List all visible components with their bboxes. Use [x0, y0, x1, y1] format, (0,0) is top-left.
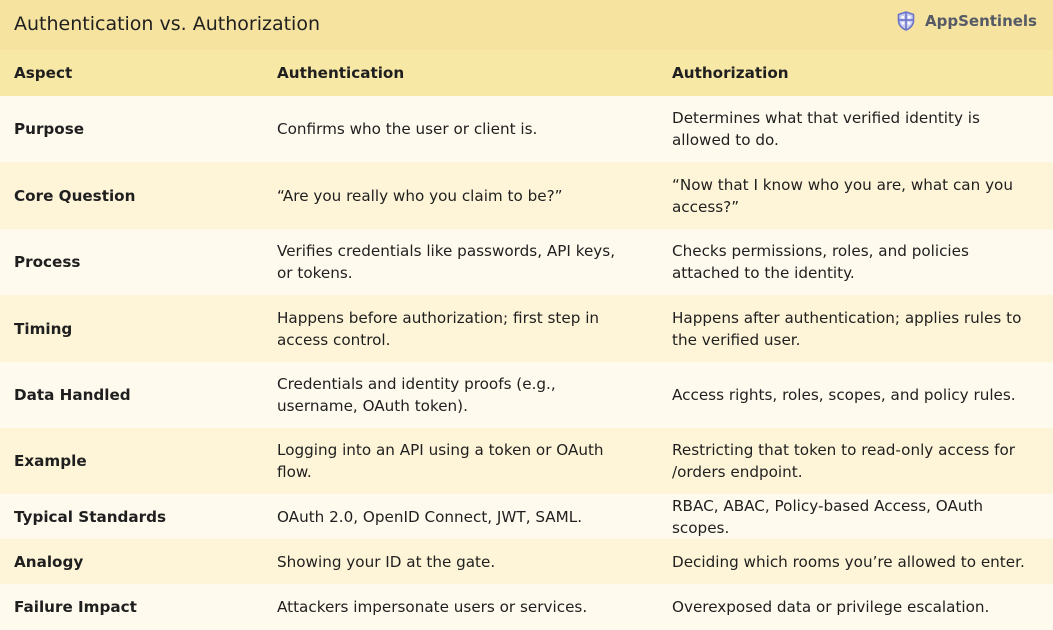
column-header-authorization: Authorization	[672, 64, 789, 82]
authorization-cell: Happens after authentication; applies rules to the verified user.	[672, 308, 1022, 349]
table-row	[0, 229, 1053, 295]
authorization-cell: “Now that I know who you are, what can you access?”	[672, 175, 1013, 216]
brand-name: AppSentinels	[925, 12, 1037, 30]
authorization-cell: Restricting that token to read-only access for /orders endpoint.	[672, 441, 1016, 481]
authorization-cell: Determines what that verified identity is allowed to do.	[672, 109, 980, 149]
authentication-cell: Attackers impersonate users or services.	[277, 598, 588, 616]
aspect-cell: Core Question	[14, 186, 136, 205]
brand-logo	[897, 11, 1037, 31]
authorization-cell: RBAC, ABAC, Policy-based Access, OAuth scopes.	[672, 496, 984, 537]
authentication-cell: Verifies credentials like passwords, API keys, or tokens.	[277, 242, 616, 282]
table-row	[0, 162, 1053, 229]
aspect-cell: Process	[14, 253, 81, 271]
table-row	[0, 362, 1053, 428]
shield-icon	[897, 11, 915, 31]
authentication-cell: Happens before authorization; first step in access control.	[277, 308, 600, 349]
aspect-cell: Example	[14, 452, 87, 470]
authentication-cell: “Are you really who you claim to be?”	[277, 186, 563, 205]
aspect-cell: Typical Standards	[14, 507, 167, 526]
title-bar	[0, 0, 1053, 50]
authorization-cell: Checks permissions, roles, and policies attached to the identity.	[672, 242, 969, 282]
column-header-aspect: Aspect	[14, 64, 73, 82]
authorization-cell: Overexposed data or privilege escalation.	[672, 598, 990, 616]
authentication-cell: Logging into an API using a token or OAuth flow.	[277, 441, 604, 481]
authorization-cell: Deciding which rooms you’re allowed to enter.	[672, 552, 1025, 571]
column-header-authentication: Authentication	[277, 64, 405, 82]
aspect-cell: Data Handled	[14, 386, 131, 404]
comparison-table	[0, 50, 1053, 630]
aspect-cell: Failure Impact	[14, 598, 137, 616]
aspect-cell: Timing	[14, 319, 73, 338]
authentication-cell: OAuth 2.0, OpenID Connect, JWT, SAML.	[277, 507, 583, 526]
table-row	[0, 428, 1053, 494]
page-title: Authentication vs. Authorization	[14, 13, 320, 35]
table-row	[0, 584, 1053, 630]
table-header-row	[0, 50, 1053, 96]
table-row	[0, 295, 1053, 362]
table-row	[0, 539, 1053, 584]
authorization-cell: Access rights, roles, scopes, and policy rules.	[672, 386, 1016, 404]
authentication-cell: Showing your ID at the gate.	[277, 552, 496, 571]
table-row	[0, 494, 1053, 539]
aspect-cell: Purpose	[14, 120, 85, 138]
authentication-cell: Credentials and identity proofs (e.g., username, OAuth token).	[277, 375, 556, 415]
authentication-cell: Confirms who the user or client is.	[277, 120, 538, 138]
aspect-cell: Analogy	[14, 552, 84, 571]
table-row	[0, 96, 1053, 162]
